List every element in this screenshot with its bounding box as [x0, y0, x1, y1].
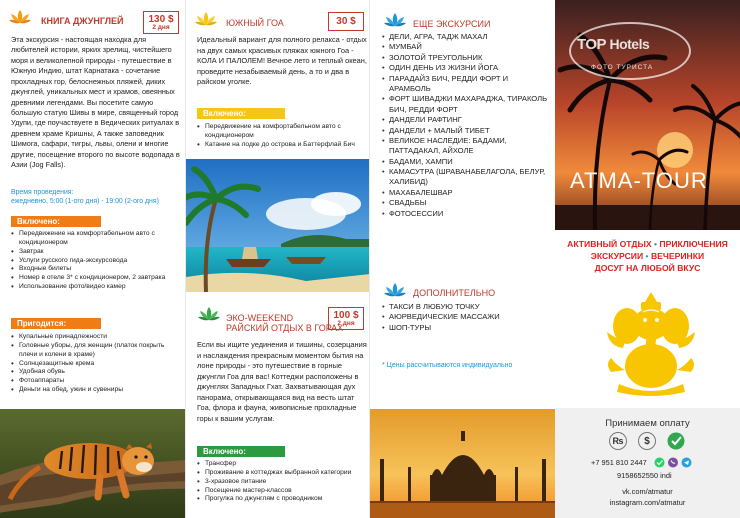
- useful-list-jungle: [11, 333, 183, 395]
- list-item: • Солнцезащитные крема: [11, 360, 183, 369]
- excursion-item: • ФОТОСЕССИИ: [382, 209, 550, 219]
- excursion-item: • БАДАМИ, ХАМПИ: [382, 157, 550, 167]
- excursion-item: • СВАДЬБЫ: [382, 198, 550, 208]
- list-item: • Проживание в коттеджах выбранной категории: [197, 469, 369, 478]
- eco-title-line1: ЭКО-WEEKEND: [226, 313, 294, 323]
- excursion-item: • КАМАСУТРА (ШРАВАНАБЕЛАГОЛА, БЕЛУР, ХАЛИБИД): [382, 167, 550, 188]
- messenger-icons: [654, 457, 694, 468]
- included-tag-jungle: Включено:: [11, 216, 101, 227]
- lotus-icon: [384, 12, 406, 28]
- list-item: • Использование фото/видео камер: [11, 283, 183, 292]
- price-badge-jungle: [143, 11, 179, 34]
- column-jungle: [0, 0, 185, 518]
- ganesha-illustration: [603, 288, 699, 396]
- watermark-top: TOP: [577, 36, 606, 53]
- excursion-item: • ПАРАДАЙЗ БИЧ, РЕДДИ ФОРТ И АРАМБОЛЬ: [382, 74, 550, 95]
- list-item: • Прогулка по джунглям с проводником: [197, 495, 369, 504]
- price-badge-eco: [328, 307, 364, 330]
- list-item: • Головные уборы, для женщин (платок покрыть плечи и колени в храме): [11, 342, 183, 360]
- price-jungle: 130 $: [148, 14, 174, 25]
- included-tag-eco: Включено:: [197, 446, 285, 457]
- list-item: • 3-хразовое питание: [197, 478, 369, 487]
- list-item: • Посещение мастер-классов: [197, 487, 369, 496]
- price-badge-goa: [328, 12, 364, 31]
- service-item: • ШОП-ТУРЫ: [382, 323, 550, 333]
- payment-title: Принимаем оплату: [605, 418, 690, 429]
- list-item: • Трансфер: [197, 460, 369, 469]
- list-item: • Фотоаппараты: [11, 377, 183, 386]
- more-excursions-list: [382, 32, 550, 219]
- section-title-jungle: КНИГА ДЖУНГЛЕЙ: [41, 16, 124, 26]
- jungle-description: Эта экскурсия - настоящая находка для любителей истории, ярких зрелищ, чистейшего моря и великолепной природы - путешествие в Южную Индию, штат Карнатака - сочетание прохладных гор, белоснежных пляжей, диких джунглей, уникальных мест и храмов, овеянных древними легендами. Вы посетите самую большую статую Шивы в мире, священный город Удупи, где поучаствуете в Ведических ритуалах в древнем храме Кришны, А также заповедник Шимога, сафари, тигры, львы, олени и многие другие, посещение второго по высоте водопада в Азии (Jog Falls).: [11, 35, 180, 170]
- time-value: ежедневно, 5:00 (1-ого дня) - 19:00 (2-ого дня): [11, 198, 159, 206]
- excursion-item: • МАХАБАЛЕШВАР: [382, 188, 550, 198]
- list-item: • Передвижение на комфортабельном авто с кондиционером: [197, 123, 367, 141]
- watermark-logo: [577, 36, 649, 53]
- list-item: • Передвижение на комфортабельном авто с кондиционером: [11, 230, 183, 248]
- included-list-goa: [197, 123, 367, 150]
- watermark-hotels: Hotels: [609, 36, 650, 52]
- whatsapp-icon: [655, 458, 665, 468]
- slogan-leisure: ДОСУГ НА ЛЮБОЙ ВКУС: [594, 263, 701, 274]
- tiger-photo: [0, 409, 185, 518]
- extra-services-list: [382, 302, 550, 333]
- sunset-palms-photo: [555, 0, 740, 230]
- slogan-excursions: ЭКСКУРСИИ: [590, 251, 644, 262]
- sberbank-icon: [667, 432, 685, 450]
- list-item: • Завтрак: [11, 248, 183, 257]
- brand-name: ATMA-TOUR: [570, 168, 708, 193]
- goa-description: Идеальный вариант для полного релакса - отдых на двух самых красивых пляжах южного Гоа - КОЛА И ПАЛОЛЕМ! Вечное лето и теплый океан, проведите незабываемый день, а то и два в райском уголке.: [197, 35, 367, 87]
- column-brand: [555, 0, 740, 518]
- rupee-icon: ₨: [609, 432, 627, 450]
- duration-jungle: 2 дня: [152, 24, 170, 31]
- slogan-active: АКТИВНЫЙ ОТДЫХ: [567, 239, 652, 249]
- useful-tag-jungle: Пригодится:: [11, 318, 101, 329]
- lotus-icon: [9, 9, 31, 25]
- slogan-adventures: ПРИКЛЮЧЕНИЯ: [659, 239, 728, 249]
- excursion-item: • ДАНДЕЛИ + МАЛЫЙ ТИБЕТ: [382, 126, 550, 136]
- list-item: • Услуги русского гида-экскурсовода: [11, 257, 183, 266]
- eco-title-line2: РАЙСКИЙ ОТДЫХ В ГОРАХ: [226, 323, 344, 334]
- eco-description: Если вы ищите уединения и тишины, созерцания и наслаждения прекрасным моментом бытия на лоне природы - это путешествие в горные джунгли Гоа для вас! Коттеджи расположены в джунглях Западных Гхат. Захватывающая дух панорама, открывающаяся вид на весть штат Гоа, флора и фауна, живописные прохладные горы к вашим услугам.: [197, 340, 367, 423]
- included-list-eco: [197, 460, 369, 504]
- section-title-more: ЕЩЕ ЭКСКУРСИИ: [413, 19, 491, 29]
- taj-mahal-photo: [370, 409, 555, 518]
- column-more: [369, 0, 555, 518]
- excursion-item: • МУМБАЙ: [382, 42, 550, 52]
- list-item: • Номер в отеле 3* с кондиционером, 2 завтрака: [11, 274, 183, 283]
- slogan-sep: •: [654, 239, 658, 249]
- dollar-icon: $: [638, 432, 656, 450]
- lotus-icon: [198, 306, 220, 322]
- vk-link[interactable]: vk.com/atmatur: [622, 487, 673, 496]
- list-item: • Катание на лодке до острова и Баттерфлай Бич: [197, 141, 367, 150]
- excursion-item: • ДЕЛИ, АГРА, ТАДЖ МАХАЛ: [382, 32, 550, 42]
- list-item: • Входные билеты: [11, 265, 183, 274]
- excursion-item: • ФОРТ ШИВАДЖИ МАХАРАДЖА, ТИРАКОЛЬ БИЧ, РЕДДИ ФОРТ: [382, 94, 550, 115]
- slogan-parties: ВЕЧЕРИНКИ: [650, 251, 705, 262]
- list-item: • Удобная обувь: [11, 368, 183, 377]
- phone-primary[interactable]: +7 951 810 2447: [591, 458, 647, 467]
- price-goa: 30 $: [336, 16, 356, 27]
- column-goa: [185, 0, 369, 518]
- section-title-extra: ДОПОЛНИТЕЛЬНО: [413, 288, 496, 298]
- jungle-time: [11, 188, 182, 207]
- service-item: • АЮРВЕДИЧЕСКИЕ МАССАЖИ: [382, 312, 550, 322]
- duration-eco: 2 дня: [337, 320, 355, 327]
- excursion-item: • ВЕЛИКОЕ НАСЛЕДИЕ: БАДАМИ, ПАТТАДАКАЛ, АЙХОЛЕ: [382, 136, 550, 157]
- lotus-icon: [195, 11, 217, 27]
- section-title-goa: ЮЖНЫЙ ГОА: [226, 18, 284, 28]
- list-item: • Деньги на обед, ужин и сувениры: [11, 386, 183, 395]
- time-label: Время проведения:: [11, 189, 74, 196]
- price-eco: 100 $: [333, 310, 359, 321]
- section-title-eco: [226, 313, 343, 334]
- slogan-block: [557, 238, 738, 274]
- instagram-link[interactable]: instagram.com/atmatur: [609, 498, 686, 507]
- watermark-sub: ФОТО ТУРИСТА: [591, 64, 654, 71]
- price-note: * Цены рассчитываются индивидуально: [382, 362, 513, 369]
- service-item: • ТАКСИ В ЛЮБУЮ ТОЧКУ: [382, 302, 550, 312]
- slogan-sep: •: [645, 251, 649, 262]
- included-tag-goa: Включено:: [197, 108, 285, 119]
- list-item: • Купальные принадлежности: [11, 333, 183, 342]
- included-list-jungle: [11, 230, 183, 292]
- lotus-icon: [384, 282, 406, 298]
- beach-photo: [186, 159, 369, 292]
- excursion-item: • ДАНДЕЛИ РАФТИНГ: [382, 115, 550, 125]
- phone-india[interactable]: 9158652550 indi: [617, 471, 672, 480]
- excursion-item: • ОДИН ДЕНЬ ИЗ ЖИЗНИ ЙОГА: [382, 63, 550, 73]
- excursion-item: • ЗОЛОТОЙ ТРЕУГОЛЬНИК: [382, 53, 550, 63]
